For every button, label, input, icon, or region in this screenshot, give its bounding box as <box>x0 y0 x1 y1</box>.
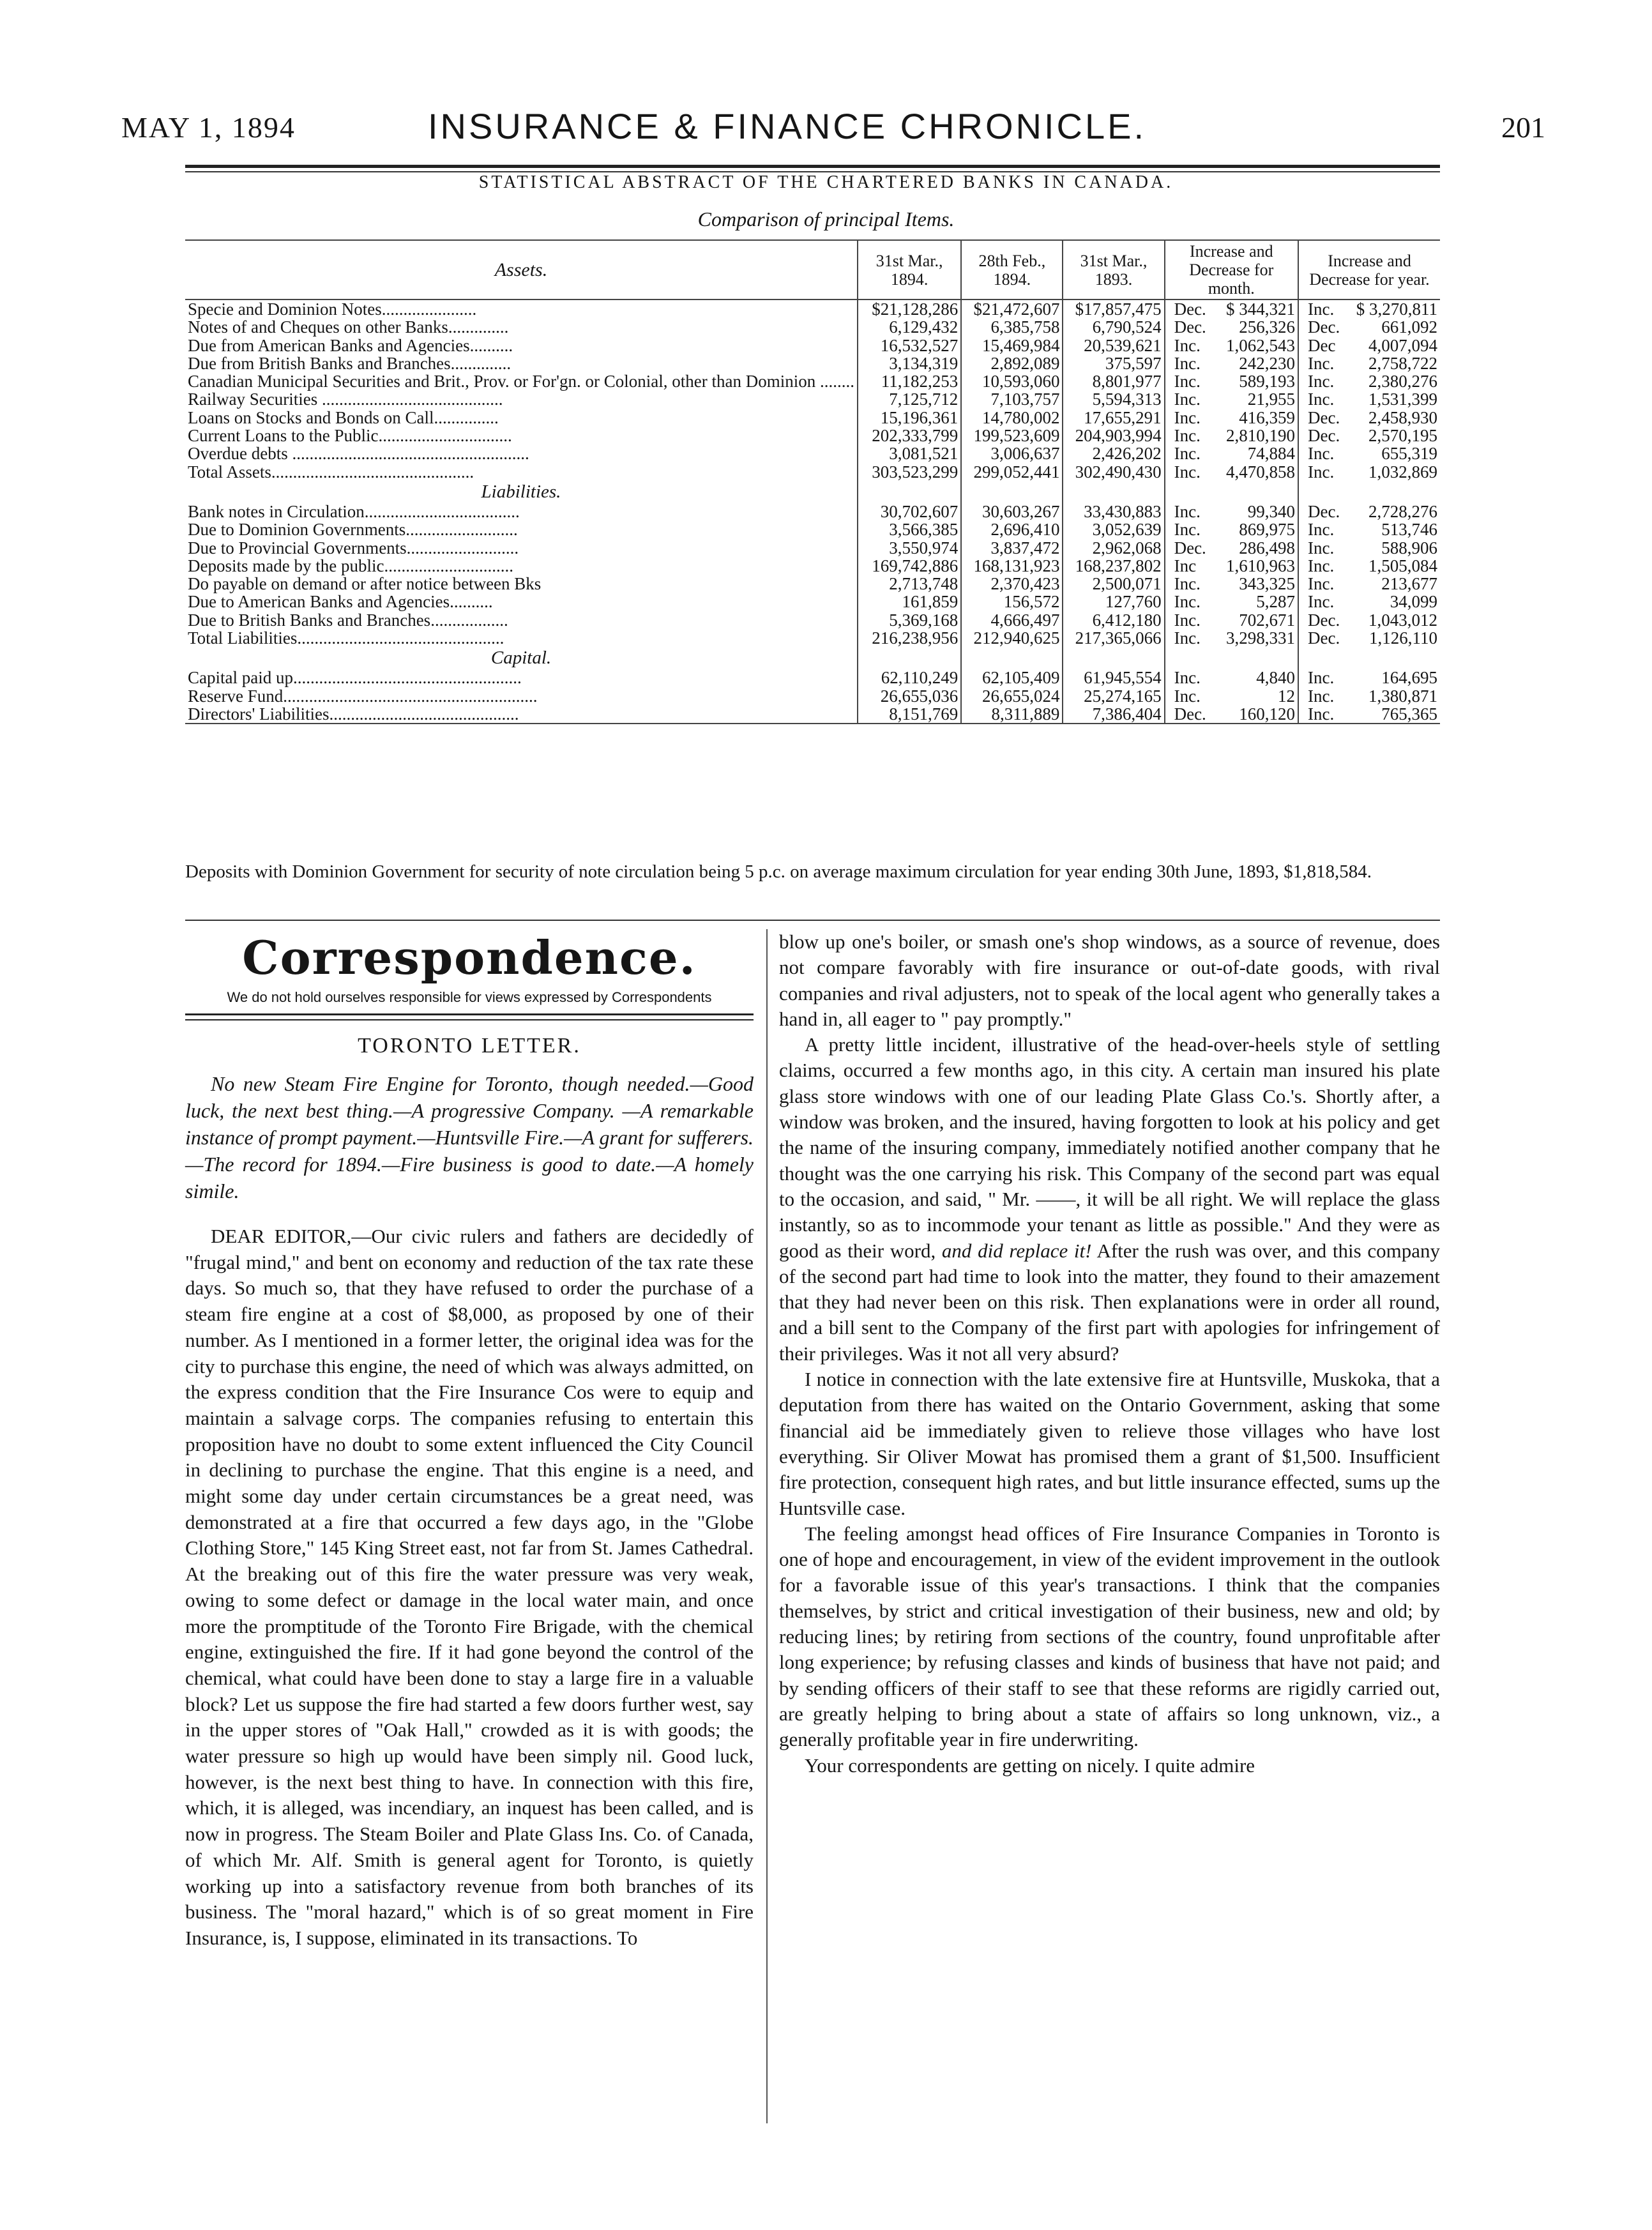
value-mar93: 33,430,883 <box>1063 503 1164 520</box>
section-liabilities: Liabilities. <box>481 481 561 502</box>
year-change: 2,758,722 <box>1368 353 1437 373</box>
year-change: 1,531,399 <box>1368 390 1437 409</box>
value-mar93: 5,594,313 <box>1063 390 1164 408</box>
year-change: 588,906 <box>1381 538 1437 558</box>
value-mar94: 15,196,361 <box>858 409 961 427</box>
value-feb94: 6,385,758 <box>961 318 1063 336</box>
masthead-rule <box>185 1013 754 1020</box>
row-label: Due to Dominion Governments.......................... <box>188 520 518 540</box>
row-label: Total Assets............................................... <box>188 462 474 482</box>
row-label: Overdue debts ....................................................... <box>188 444 529 464</box>
month-direction: Inc. <box>1165 372 1212 390</box>
month-direction: Dec. <box>1165 300 1212 318</box>
year-direction: Inc. <box>1298 705 1345 724</box>
year-direction: Dec <box>1298 337 1345 354</box>
row-label: Capital paid up..................................................... <box>188 668 522 688</box>
col-header-month: Increase and Decrease for month. <box>1165 240 1298 300</box>
row-label: Total Liabilities................................................ <box>188 628 504 648</box>
month-direction: Inc. <box>1165 354 1212 372</box>
year-change: 4,007,094 <box>1368 335 1437 355</box>
value-feb94: 2,696,410 <box>961 520 1063 538</box>
month-change: 4,840 <box>1256 668 1296 688</box>
month-change: 416,359 <box>1239 407 1296 427</box>
value-feb94: 26,655,024 <box>961 687 1063 705</box>
right-body <box>779 929 1440 1779</box>
row-label: Deposits made by the public.............................. <box>188 556 513 575</box>
paragraph: I notice in connection with the late extensive fire at Huntsville, Muskoka, that a deputation from there has waited on the Ontario Government, asking that some financial aid be immediately given to relieve those villages who have lost everything. Sir Oliver Mowat has promised them a grant of $1,500. Insufficient fire protection, consequent high rates, and but little insurance effected, sums up the Huntsville case. <box>779 1368 1440 1519</box>
value-mar94: 3,081,521 <box>858 444 961 462</box>
paragraph: The feeling amongst head offices of Fire Insurance Companies in Toronto is one of hope and encouragement, in view of the evident improvement in the outlook for a favorable issue of this year's transactions. I think that the companies themselves, by strict and critical investigation of their business, new and old; by reducing lines; by retiring from sections of the country, found unprofitable after long experience; by refusing classes and kinds of business that have not paid; and by sending officers of their staff to see that these reforms are rigidly carried out, are greatly helping to bring about a state of affairs so long unknown, viz., a generally profitable year in fire underwriting. <box>779 1522 1440 1751</box>
month-change: 256,326 <box>1239 317 1296 337</box>
paragraph <box>185 1224 754 1952</box>
correspondence-masthead: Correspondence. <box>242 930 697 985</box>
month-direction: Inc. <box>1165 390 1212 408</box>
paragraph <box>779 1032 1440 1367</box>
value-mar93: 6,412,180 <box>1063 611 1164 629</box>
col-header-feb94: 28th Feb., 1894. <box>961 240 1063 300</box>
month-direction: Inc. <box>1165 409 1212 427</box>
month-change: 74,884 <box>1247 444 1296 464</box>
value-mar94: 7,125,712 <box>858 390 961 408</box>
month-change: 242,230 <box>1239 353 1296 373</box>
page-header <box>121 105 1545 156</box>
assets-rows <box>185 300 1440 481</box>
table-row <box>185 444 1440 462</box>
month-direction: Inc. <box>1165 593 1212 611</box>
value-mar93: 2,500,071 <box>1063 575 1164 593</box>
month-change: 343,325 <box>1239 574 1296 594</box>
value-feb94: 3,006,637 <box>961 444 1063 462</box>
table-row <box>185 557 1440 575</box>
month-change: 3,298,331 <box>1226 628 1296 648</box>
value-feb94: 30,603,267 <box>961 503 1063 520</box>
table-row <box>185 337 1440 354</box>
year-change: 2,458,930 <box>1368 407 1437 427</box>
value-feb94: 2,370,423 <box>961 575 1063 593</box>
month-direction: Inc. <box>1165 503 1212 520</box>
letter-title: TORONTO LETTER. <box>358 1034 581 1058</box>
month-change: 2,810,190 <box>1226 426 1296 446</box>
year-direction: Dec. <box>1298 611 1345 629</box>
value-mar94: 26,655,036 <box>858 687 961 705</box>
year-change: 2,380,276 <box>1368 372 1437 391</box>
row-label: Directors' Liabilities............................................ <box>185 705 858 724</box>
row-label: Current Loans to the Public............................... <box>188 426 512 446</box>
value-mar94: 6,129,432 <box>858 318 961 336</box>
value-mar93: 2,426,202 <box>1063 444 1164 462</box>
month-direction: Inc. <box>1165 611 1212 629</box>
year-change: 765,365 <box>1345 705 1440 724</box>
value-feb94: 15,469,984 <box>961 337 1063 354</box>
year-change: $ 3,270,811 <box>1356 300 1437 319</box>
year-direction: Dec. <box>1298 503 1345 520</box>
year-change: 513,746 <box>1381 520 1437 540</box>
salutation: DEAR EDITOR, <box>211 1225 352 1247</box>
value-mar94: 3,550,974 <box>858 539 961 557</box>
year-direction: Inc. <box>1298 354 1345 372</box>
row-label: Specie and Dominion Notes...................... <box>188 300 477 319</box>
value-feb94: 3,837,472 <box>961 539 1063 557</box>
abstract-subheading: Comparison of principal Items. <box>697 208 955 231</box>
letter-summary: No new Steam Fire Engine for Toronto, though needed.—Good luck, the next best thing.—A progressive Company. —A remarkable instance of prompt payment.—Huntsville Fire.—A grant for sufferers.—The record for 1894.—Fire business is good to date.—A homely simile. <box>185 1072 754 1202</box>
capital-rows <box>185 669 1440 724</box>
table-header-row <box>185 240 1440 300</box>
month-direction: Dec. <box>1165 318 1212 336</box>
table-row <box>185 593 1440 611</box>
issue-date: MAY 1, 1894 <box>121 111 296 144</box>
value-mar93: 204,903,994 <box>1063 427 1164 444</box>
year-direction: Inc. <box>1298 539 1345 557</box>
value-mar94: 216,238,956 <box>858 629 961 647</box>
value-feb94: 156,572 <box>961 593 1063 611</box>
value-mar93: 3,052,639 <box>1063 520 1164 538</box>
col-header-year: Increase and Decrease for year. <box>1298 240 1440 300</box>
year-direction: Inc. <box>1298 520 1345 538</box>
month-change: 160,120 <box>1212 705 1298 724</box>
row-label: Due from British Banks and Branches.............. <box>188 353 512 373</box>
table-row <box>185 427 1440 444</box>
value-feb94: 2,892,089 <box>961 354 1063 372</box>
table-row <box>185 300 1440 318</box>
paragraph: blow up one's boiler, or smash one's shop windows, as a source of revenue, does not compare favorably with fire insurance or out-of-date goods, with rival companies and rival adjusters, not to speak of the local agent who generally takes a hand in, all eager to " pay promptly." <box>779 930 1440 1030</box>
value-feb94: 14,780,002 <box>961 409 1063 427</box>
correspondence-disclaimer: We do not hold ourselves responsible for views expressed by Correspondents <box>227 989 712 1005</box>
table-row <box>185 669 1440 686</box>
value-mar94: 11,182,253 <box>858 372 961 390</box>
month-change: $ 344,321 <box>1226 300 1296 319</box>
month-change: 286,498 <box>1239 538 1296 558</box>
value-feb94: 4,666,497 <box>961 611 1063 629</box>
year-change: 655,319 <box>1381 444 1437 464</box>
year-direction: Inc. <box>1298 463 1345 481</box>
value-feb94: $21,472,607 <box>961 300 1063 318</box>
value-mar94: 303,523,299 <box>858 463 961 481</box>
row-label: Due from American Banks and Agencies.......... <box>188 335 513 355</box>
month-direction: Inc. <box>1165 444 1212 462</box>
left-body <box>185 1224 754 1952</box>
month-direction: Inc. <box>1165 337 1212 354</box>
year-change: 1,043,012 <box>1368 610 1437 630</box>
liabilities-rows <box>185 503 1440 647</box>
col-header-assets: Assets. <box>494 259 548 280</box>
year-change: 2,570,195 <box>1368 426 1437 446</box>
year-direction: Inc. <box>1298 300 1345 318</box>
month-direction: Inc. <box>1165 687 1212 705</box>
month-direction: Inc. <box>1165 669 1212 686</box>
year-direction: Inc. <box>1298 669 1345 686</box>
section-capital: Capital. <box>490 648 552 669</box>
left-column <box>185 929 754 1952</box>
year-direction: Inc. <box>1298 575 1345 593</box>
note-rule <box>185 920 1440 921</box>
value-mar93: 375,597 <box>1063 354 1164 372</box>
col-header-mar94: 31st Mar., 1894. <box>858 240 961 300</box>
bank-abstract-table <box>185 239 1440 724</box>
row-label: Loans on Stocks and Bonds on Call............... <box>188 407 499 427</box>
year-direction: Inc. <box>1298 372 1345 390</box>
value-mar93: 20,539,621 <box>1063 337 1164 354</box>
table-row <box>185 575 1440 593</box>
value-feb94: 8,311,889 <box>961 705 1063 724</box>
table-row <box>185 520 1440 538</box>
year-direction: Dec. <box>1298 318 1345 336</box>
month-change: 4,470,858 <box>1226 462 1296 482</box>
value-mar94: 3,134,319 <box>858 354 961 372</box>
year-direction: Inc. <box>1298 557 1345 575</box>
value-mar94: 16,532,527 <box>858 337 961 354</box>
abstract-heading: STATISTICAL ABSTRACT OF THE CHARTERED BANKS IN CANADA. <box>478 172 1174 192</box>
value-feb94: 199,523,609 <box>961 427 1063 444</box>
value-mar93: 2,962,068 <box>1063 539 1164 557</box>
row-label: Canadian Municipal Securities and Brit., Prov. or For'gn. or Colonial, other than Dominion ........ <box>188 372 854 391</box>
value-mar93: 6,790,524 <box>1063 318 1164 336</box>
year-direction: Dec. <box>1298 427 1345 444</box>
year-change: 1,505,084 <box>1368 556 1437 575</box>
value-mar93: 168,237,802 <box>1063 557 1164 575</box>
year-direction: Inc. <box>1298 687 1345 705</box>
value-mar94: 62,110,249 <box>858 669 961 686</box>
row-label: Reserve Fund........................................................... <box>188 686 538 706</box>
table-row <box>185 372 1440 390</box>
value-mar93: 17,655,291 <box>1063 409 1164 427</box>
table-row <box>185 705 1440 724</box>
value-feb94: 212,940,625 <box>961 629 1063 647</box>
row-label: Bank notes in Circulation.................................... <box>188 501 520 521</box>
paragraph-text: A pretty little incident, illustrative of the head-over-heels style of settling claims, occurred a few months ago, in this city. A certain man insured his plate glass store windows with one of our leading Plate Glass Co.'s. Shortly after, a window was broken, and the insured, having forgotten to look at his policy and get the name of the insuring company, immediately notified another company that he thought was the one carrying his risk. This Company of the second part was equal to the occasion, and said, " Mr. ——, it will be all right. We will replace the glass instantly, so as to incommode your tenant as little as possible." And they were as good as their word, <box>779 1033 1440 1262</box>
table-row <box>185 463 1440 481</box>
table-row <box>185 503 1440 520</box>
month-direction: Inc. <box>1165 629 1212 647</box>
value-mar93: 61,945,554 <box>1063 669 1164 686</box>
year-change: 1,126,110 <box>1369 628 1437 648</box>
header-rule <box>185 165 1440 168</box>
month-direction: Inc. <box>1165 575 1212 593</box>
month-change: 1,062,543 <box>1226 335 1296 355</box>
paragraph-text: After the rush was over, and this company of the second part had time to look into the matter, they found to their amazement that they had never been on this risk. Then explanations were in order all round, and a bill sent to the Company of the first part with apologies for infringement of their privileges. Was it not all very absurd? <box>779 1239 1441 1365</box>
publication-title: INSURANCE & FINANCE CHRONICLE. <box>428 106 1147 146</box>
month-change: 702,671 <box>1239 610 1296 630</box>
month-direction: Inc <box>1165 557 1212 575</box>
table-row <box>185 390 1440 408</box>
row-label: Due to American Banks and Agencies.......... <box>188 592 493 612</box>
month-change: 5,287 <box>1256 592 1296 612</box>
month-direction: Inc. <box>1165 463 1212 481</box>
value-mar93: 8,801,977 <box>1063 372 1164 390</box>
month-direction: Dec. <box>1165 539 1212 557</box>
emphasis: and did replace it! <box>941 1239 1092 1262</box>
month-change: 1,610,963 <box>1226 556 1296 575</box>
year-change: 661,092 <box>1381 317 1437 337</box>
value-feb94: 168,131,923 <box>961 557 1063 575</box>
year-direction: Inc. <box>1298 444 1345 462</box>
year-direction: Inc. <box>1298 390 1345 408</box>
value-mar93: 25,274,165 <box>1063 687 1164 705</box>
value-mar93: $17,857,475 <box>1063 300 1164 318</box>
paragraph: Your correspondents are getting on nicely. I quite admire <box>805 1754 1255 1777</box>
value-mar94: 202,333,799 <box>858 427 961 444</box>
table-row <box>185 629 1440 647</box>
value-mar94: 3,566,385 <box>858 520 961 538</box>
month-direction: Inc. <box>1165 520 1212 538</box>
deposit-note: Deposits with Dominion Government for security of note circulation being 5 p.c. on average maximum circulation for year ending 30th June, 1893, $1,818,584. <box>185 861 1372 882</box>
month-change: 589,193 <box>1239 372 1296 391</box>
row-label: Do payable on demand or after notice between Bks <box>188 574 542 594</box>
table-row <box>185 318 1440 336</box>
value-feb94: 299,052,441 <box>961 463 1063 481</box>
column-divider <box>766 929 768 2123</box>
col-header-mar93: 31st Mar., 1893. <box>1063 240 1164 300</box>
year-direction: Inc. <box>1298 593 1345 611</box>
row-label: Due to Provincial Governments.......................... <box>188 538 519 558</box>
value-feb94: 7,103,757 <box>961 390 1063 408</box>
year-change: 213,677 <box>1381 574 1437 594</box>
year-change: 164,695 <box>1381 668 1437 688</box>
table-row <box>185 409 1440 427</box>
month-change: 99,340 <box>1247 501 1296 521</box>
row-label: Due to British Banks and Branches.................. <box>188 610 508 630</box>
value-feb94: 62,105,409 <box>961 669 1063 686</box>
year-change: 2,728,276 <box>1368 501 1437 521</box>
value-mar93: 127,760 <box>1063 593 1164 611</box>
value-mar94: $21,128,286 <box>858 300 961 318</box>
year-change: 1,032,869 <box>1368 462 1437 482</box>
value-mar94: 5,369,168 <box>858 611 961 629</box>
year-direction: Dec. <box>1298 629 1345 647</box>
value-mar94: 169,742,886 <box>858 557 961 575</box>
paragraph-text: —Our civic rulers and fathers are decidedly of "frugal mind," and bent on economy and reduction of the tax rate these days. So much so, that they have refused to order the purchase of a steam fire engine at a cost of $8,000, as proposed by one of their number. As I mentioned in a former letter, the original idea was for the city to purchase this engine, the need of which was always admitted, on the express condition that the Fire Insurance Cos were to equip and maintain a salvage corps. The companies refusing to entertain this proposition have no doubt to some extent influenced the City Council in declining to purchase the engine. That this engine is a need, and might some day under certain circumstances be a great need, was demonstrated at a fire that occurred a few days ago, in the "Globe Clothing Store," 145 King Street east, not far from St. James Cathedral. At the breaking out of this fire the water pressure was very weak, owing to some defect or damage in the local water main, and once more the promptitude of the Toronto Fire Brigade, with the chemical engine, extinguished the fire. If it had gone beyond the control of the chemical, what could have been done to stay a large fire in a valuable block? Let us suppose the fire had started a few doors further west, say in the upper stores of "Oak Hall," crowded as it is with goods; the water pressure so high up would have been simply nil. Good luck, however, is the next best thing to have. In connection with this fire, which, it is alleged, was incendiary, an inquest has been called, and is now in progress. The Steam Boiler and Plate Glass Ins. Co. of Canada, of which Mr. Alf. Smith is general agent for Toronto, is quietly working up into a satisfactory revenue from both branches of its business. The "moral hazard," which is of so great moment in Fire Insurance, is, I suppose, eliminated in its transactions. To <box>185 1225 754 1949</box>
table-row <box>185 687 1440 705</box>
table-row <box>185 354 1440 372</box>
month-change: 12 <box>1278 686 1296 706</box>
year-change: 1,380,871 <box>1368 686 1437 706</box>
capital-section <box>185 647 1440 669</box>
table-row <box>185 611 1440 629</box>
value-feb94: 10,593,060 <box>961 372 1063 390</box>
value-mar93: 217,365,066 <box>1063 629 1164 647</box>
year-direction: Dec. <box>1298 409 1345 427</box>
page-number: 201 <box>1501 111 1545 144</box>
year-change: 34,099 <box>1390 592 1437 612</box>
month-change: 21,955 <box>1247 390 1296 409</box>
value-mar93: 302,490,430 <box>1063 463 1164 481</box>
value-mar94: 8,151,769 <box>858 705 961 724</box>
table-row <box>185 539 1440 557</box>
month-direction: Dec. <box>1165 705 1212 724</box>
right-column <box>779 929 1440 1779</box>
liabilities-section <box>185 481 1440 503</box>
value-mar94: 2,713,748 <box>858 575 961 593</box>
row-label: Notes of and Cheques on other Banks.............. <box>188 317 509 337</box>
month-direction: Inc. <box>1165 427 1212 444</box>
row-label: Railway Securities .......................................... <box>188 390 503 409</box>
value-mar93: 7,386,404 <box>1063 705 1164 724</box>
month-change: 869,975 <box>1239 520 1296 540</box>
value-mar94: 161,859 <box>858 593 961 611</box>
value-mar94: 30,702,607 <box>858 503 961 520</box>
